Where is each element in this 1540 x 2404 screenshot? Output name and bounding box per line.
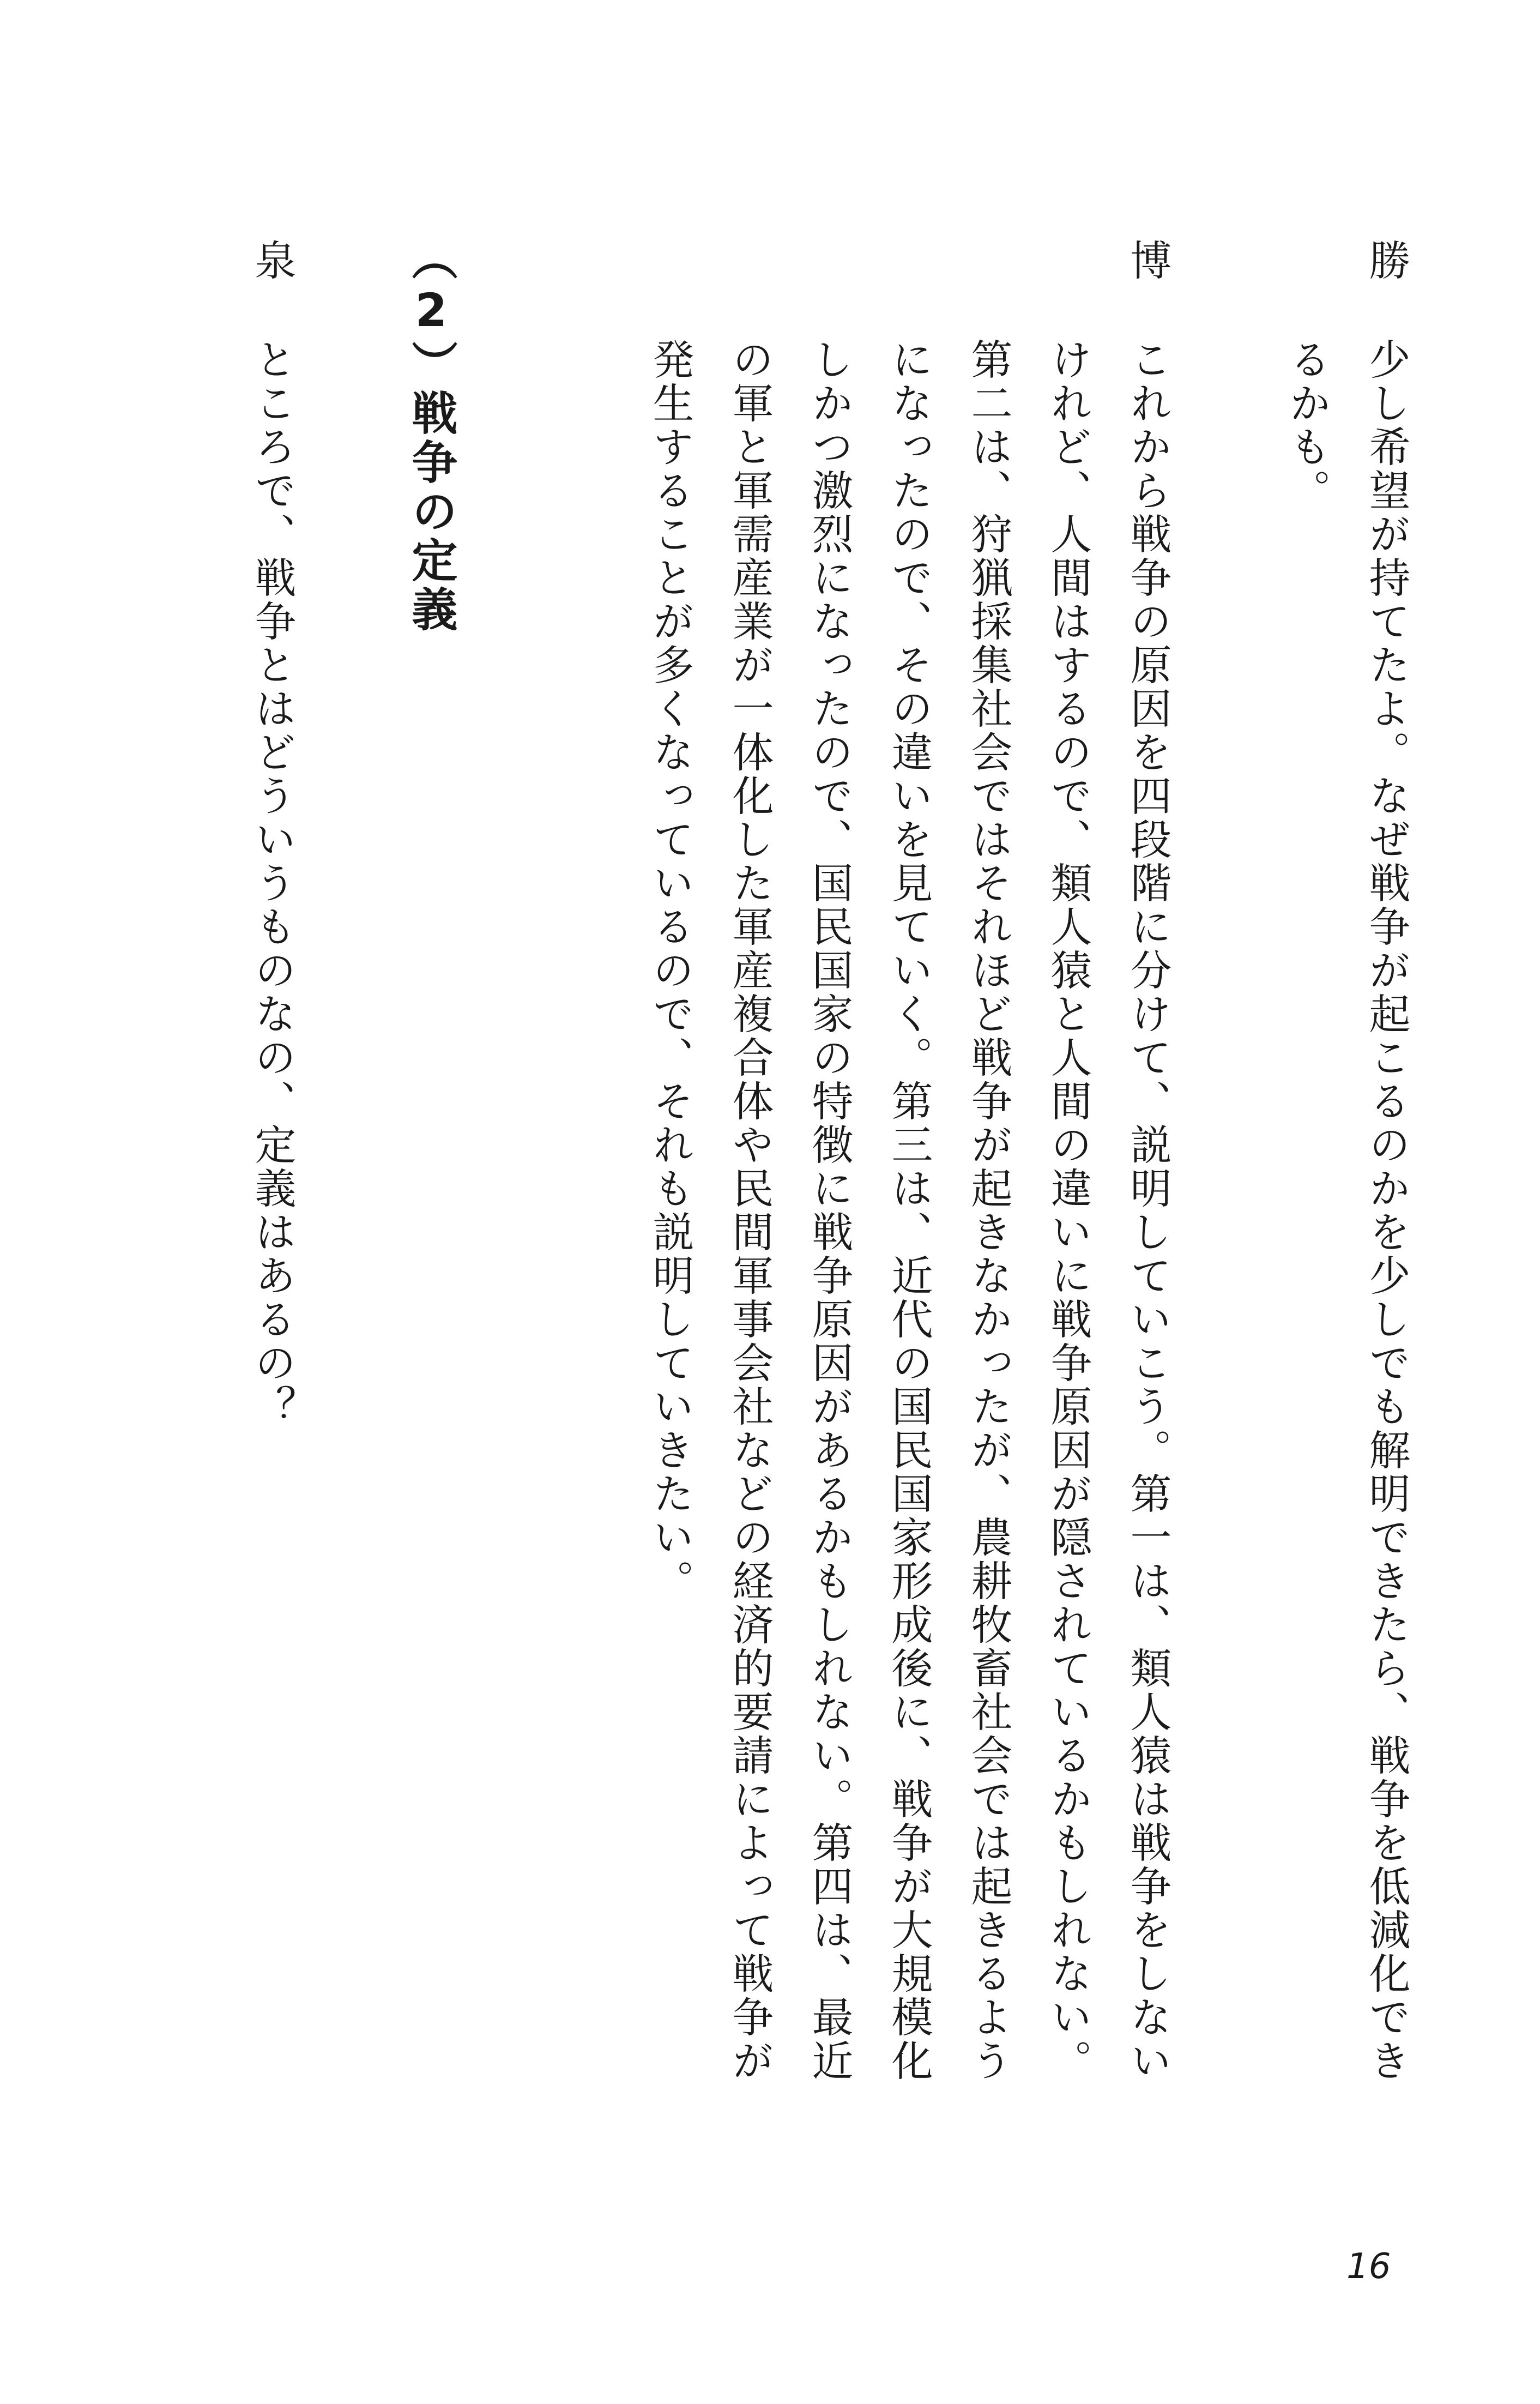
section-heading: （2）戦争の定義 [404, 234, 458, 635]
speaker-label: 博 [1124, 239, 1172, 280]
dialogue-line: 第二は、狩猟採集社会ではそれほど戦争が起きなかったが、農耕牧畜社会では起きるよう [964, 338, 1013, 2083]
dialogue-line: るかも。 [1283, 338, 1331, 513]
dialogue-line: しかつ激烈になったので、国民国家の特徴に戦争原因があるかもしれない。第四は、最近 [805, 338, 854, 2083]
page-number: 16 [1346, 2246, 1391, 2287]
speaker-label: 泉 [248, 239, 297, 280]
dialogue-line: 少し希望が持てたよ。なぜ戦争が起こるのかを少しでも解明できたら、戦争を低減化でき [1362, 338, 1411, 2083]
dialogue-line: の軍と軍需産業が一体化した軍産複合体や民間軍事会社などの経済的要請によって戦争が [726, 338, 774, 2083]
dialogue-line: けれど、人間はするので、類人猿と人間の違いに戦争原因が隠されているかもしれない。 [1044, 338, 1092, 2083]
dialogue-line: になったので、その違いを見ていく。第三は、近代の国民国家形成後に、戦争が大規模化 [885, 338, 933, 2083]
dialogue-line: これから戦争の原因を四段階に分けて、説明していこう。第一は、類人猿は戦争をしない [1124, 338, 1172, 2083]
dialogue-line: ところで、戦争とはどういうものなの、定義はあるの？ [248, 338, 297, 1429]
speaker-label: 勝 [1362, 239, 1411, 280]
dialogue-line: 発生することが多くなっているので、それも説明していきたい。 [646, 338, 694, 1603]
